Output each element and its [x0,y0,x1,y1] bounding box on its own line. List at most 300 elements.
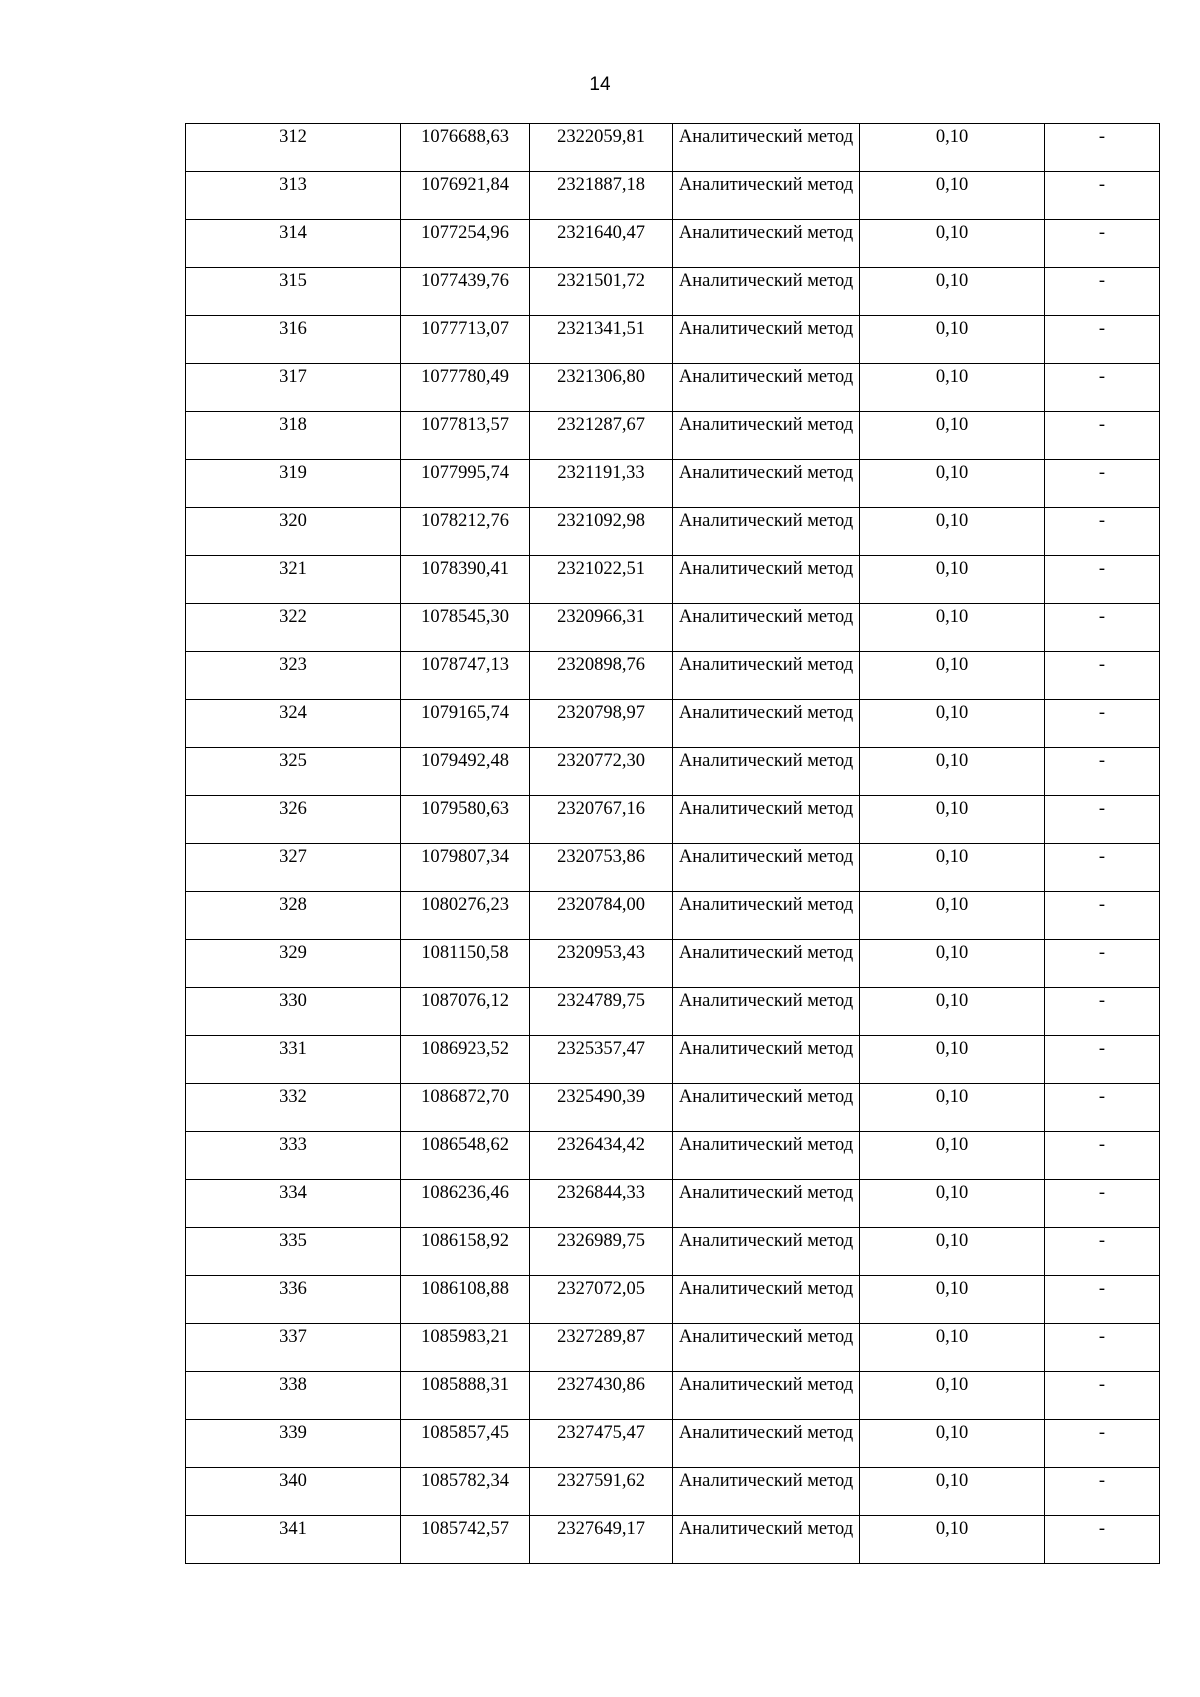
x-coordinate-text: 1081150,58 [421,943,509,963]
y-coordinate-cell [530,412,673,460]
x-coordinate-cell [401,364,530,412]
point-number-text: 322 [279,607,307,627]
method-text: Аналитический метод [678,127,854,147]
y-coordinate-cell [530,1084,673,1132]
x-coordinate-text: 1077780,49 [421,367,509,387]
accuracy-cell [860,460,1045,508]
y-coordinate-text: 2325357,47 [557,1039,645,1059]
accuracy-text: 0,10 [935,1135,969,1155]
method-text: Аналитический метод [678,703,854,723]
coordinates-table [185,123,1160,1564]
y-coordinate-text: 2320772,30 [557,751,645,771]
y-coordinate-text: 2327649,17 [557,1519,645,1539]
point-number-cell [186,1468,401,1516]
accuracy-text: 0,10 [935,511,969,531]
accuracy-text: 0,10 [935,655,969,675]
note-text: - [1098,1135,1106,1155]
method-text: Аналитический метод [678,1423,854,1443]
x-coordinate-text: 1085742,57 [421,1519,509,1539]
accuracy-text: 0,10 [935,127,969,147]
accuracy-cell [860,1228,1045,1276]
method-text: Аналитический метод [678,1087,854,1107]
accuracy-text: 0,10 [935,415,969,435]
y-coordinate-cell [530,1276,673,1324]
y-coordinate-cell [530,1420,673,1468]
method-cell [673,1516,860,1564]
x-coordinate-text: 1077813,57 [421,415,509,435]
x-coordinate-text: 1078212,76 [421,511,509,531]
method-text: Аналитический метод [678,1279,854,1299]
method-text: Аналитический метод [678,559,854,579]
point-number-cell [186,844,401,892]
point-number-cell [186,1180,401,1228]
x-coordinate-cell [401,556,530,604]
point-number-cell [186,940,401,988]
point-number-cell [186,1084,401,1132]
table-row [186,1420,1160,1468]
accuracy-text: 0,10 [935,1279,969,1299]
note-cell [1045,316,1160,364]
method-cell [673,796,860,844]
accuracy-text: 0,10 [935,607,969,627]
y-coordinate-text: 2321341,51 [557,319,645,339]
x-coordinate-text: 1086872,70 [421,1087,509,1107]
accuracy-text: 0,10 [935,991,969,1011]
method-text: Аналитический метод [678,847,854,867]
x-coordinate-cell [401,268,530,316]
table-row [186,940,1160,988]
x-coordinate-cell [401,844,530,892]
note-cell [1045,1468,1160,1516]
point-number-text: 326 [279,799,307,819]
x-coordinate-text: 1077713,07 [421,319,509,339]
note-cell [1045,1132,1160,1180]
method-cell [673,1276,860,1324]
x-coordinate-cell [401,700,530,748]
table-row [186,700,1160,748]
table-row [186,364,1160,412]
method-text: Аналитический метод [678,1471,854,1491]
point-number-cell [186,748,401,796]
point-number-text: 334 [279,1183,307,1203]
point-number-text: 327 [279,847,307,867]
y-coordinate-text: 2321287,67 [557,415,645,435]
accuracy-cell [860,1372,1045,1420]
method-cell [673,1420,860,1468]
note-cell [1045,172,1160,220]
note-cell [1045,1372,1160,1420]
table-row [186,1516,1160,1564]
note-text: - [1098,607,1106,627]
accuracy-cell [860,748,1045,796]
x-coordinate-text: 1078747,13 [421,655,509,675]
x-coordinate-text: 1079580,63 [421,799,509,819]
point-number-text: 338 [279,1375,307,1395]
note-text: - [1098,367,1106,387]
note-cell [1045,940,1160,988]
x-coordinate-text: 1078390,41 [421,559,509,579]
note-cell [1045,700,1160,748]
point-number-text: 337 [279,1327,307,1347]
y-coordinate-text: 2327591,62 [557,1471,645,1491]
accuracy-text: 0,10 [935,1423,969,1443]
point-number-cell [186,1516,401,1564]
note-text: - [1098,1279,1106,1299]
accuracy-text: 0,10 [935,1519,969,1539]
y-coordinate-cell [530,1468,673,1516]
y-coordinate-cell [530,844,673,892]
x-coordinate-cell [401,1276,530,1324]
point-number-cell [186,892,401,940]
method-cell [673,220,860,268]
note-cell [1045,1276,1160,1324]
table-row [186,988,1160,1036]
x-coordinate-text: 1077995,74 [421,463,509,483]
note-text: - [1098,991,1106,1011]
y-coordinate-cell [530,1324,673,1372]
method-text: Аналитический метод [678,655,854,675]
accuracy-text: 0,10 [935,703,969,723]
point-number-text: 325 [279,751,307,771]
note-cell [1045,412,1160,460]
x-coordinate-cell [401,1324,530,1372]
table-row [186,172,1160,220]
point-number-cell [186,1420,401,1468]
x-coordinate-text: 1077254,96 [421,223,509,243]
x-coordinate-cell [401,940,530,988]
table-row [186,796,1160,844]
method-cell [673,1084,860,1132]
accuracy-text: 0,10 [935,895,969,915]
note-text: - [1098,223,1106,243]
method-cell [673,1468,860,1516]
point-number-text: 323 [279,655,307,675]
x-coordinate-cell [401,460,530,508]
note-cell [1045,364,1160,412]
note-cell [1045,748,1160,796]
point-number-text: 314 [279,223,307,243]
point-number-cell [186,460,401,508]
point-number-text: 328 [279,895,307,915]
x-coordinate-cell [401,988,530,1036]
point-number-text: 312 [279,127,307,147]
y-coordinate-cell [530,220,673,268]
method-text: Аналитический метод [678,1135,854,1155]
accuracy-cell [860,316,1045,364]
method-text: Аналитический метод [678,175,854,195]
point-number-cell [186,988,401,1036]
point-number-cell [186,508,401,556]
x-coordinate-text: 1087076,12 [421,991,509,1011]
method-text: Аналитический метод [678,511,854,531]
y-coordinate-text: 2322059,81 [557,127,645,147]
x-coordinate-cell [401,220,530,268]
note-cell [1045,1036,1160,1084]
method-cell [673,316,860,364]
method-cell [673,1132,860,1180]
method-cell [673,172,860,220]
accuracy-cell [860,604,1045,652]
point-number-text: 335 [279,1231,307,1251]
note-cell [1045,220,1160,268]
note-cell [1045,508,1160,556]
accuracy-cell [860,508,1045,556]
method-cell [673,124,860,172]
note-text: - [1098,847,1106,867]
x-coordinate-text: 1085782,34 [421,1471,509,1491]
y-coordinate-cell [530,268,673,316]
note-text: - [1098,751,1106,771]
point-number-text: 318 [279,415,307,435]
x-coordinate-cell [401,1468,530,1516]
method-text: Аналитический метод [678,415,854,435]
accuracy-text: 0,10 [935,559,969,579]
y-coordinate-cell [530,1516,673,1564]
table-row [186,748,1160,796]
point-number-cell [186,316,401,364]
method-cell [673,268,860,316]
x-coordinate-cell [401,652,530,700]
note-text: - [1098,655,1106,675]
table-row [186,220,1160,268]
y-coordinate-text: 2320798,97 [557,703,645,723]
method-cell [673,1180,860,1228]
table-row [186,316,1160,364]
x-coordinate-cell [401,1516,530,1564]
point-number-cell [186,556,401,604]
accuracy-text: 0,10 [935,367,969,387]
note-text: - [1098,511,1106,531]
method-cell [673,988,860,1036]
y-coordinate-text: 2320784,00 [557,895,645,915]
y-coordinate-cell [530,604,673,652]
method-cell [673,1036,860,1084]
note-cell [1045,1516,1160,1564]
y-coordinate-cell [530,988,673,1036]
y-coordinate-text: 2321640,47 [557,223,645,243]
x-coordinate-text: 1076921,84 [421,175,509,195]
point-number-cell [186,604,401,652]
x-coordinate-text: 1085857,45 [421,1423,509,1443]
page-number: 14 [589,74,611,95]
y-coordinate-text: 2327430,86 [557,1375,645,1395]
y-coordinate-text: 2320953,43 [557,943,645,963]
note-text: - [1098,799,1106,819]
table-row [186,892,1160,940]
y-coordinate-cell [530,172,673,220]
accuracy-text: 0,10 [935,463,969,483]
method-cell [673,460,860,508]
y-coordinate-text: 2321191,33 [557,463,645,483]
accuracy-text: 0,10 [935,175,969,195]
point-number-text: 317 [279,367,307,387]
method-text: Аналитический метод [678,367,854,387]
point-number-text: 324 [279,703,307,723]
x-coordinate-cell [401,1036,530,1084]
accuracy-cell [860,268,1045,316]
y-coordinate-text: 2324789,75 [557,991,645,1011]
table-row [186,1228,1160,1276]
note-text: - [1098,559,1106,579]
point-number-cell [186,1276,401,1324]
method-text: Аналитический метод [678,1039,854,1059]
accuracy-text: 0,10 [935,223,969,243]
accuracy-cell [860,940,1045,988]
note-text: - [1098,1039,1106,1059]
accuracy-cell [860,700,1045,748]
y-coordinate-cell [530,124,673,172]
method-cell [673,1372,860,1420]
y-coordinate-cell [530,748,673,796]
point-number-cell [186,124,401,172]
method-text: Аналитический метод [678,607,854,627]
point-number-cell [186,1324,401,1372]
y-coordinate-text: 2321022,51 [557,559,645,579]
note-text: - [1098,895,1106,915]
table-row [186,268,1160,316]
y-coordinate-cell [530,652,673,700]
accuracy-text: 0,10 [935,1327,969,1347]
method-text: Аналитический метод [678,991,854,1011]
table-row [186,460,1160,508]
y-coordinate-cell [530,700,673,748]
method-cell [673,940,860,988]
note-text: - [1098,319,1106,339]
table-row [186,1324,1160,1372]
table-row [186,1372,1160,1420]
y-coordinate-text: 2321092,98 [557,511,645,531]
accuracy-cell [860,412,1045,460]
method-cell [673,412,860,460]
note-cell [1045,604,1160,652]
x-coordinate-cell [401,796,530,844]
note-cell [1045,844,1160,892]
note-text: - [1098,271,1106,291]
point-number-text: 321 [279,559,307,579]
x-coordinate-text: 1085888,31 [421,1375,509,1395]
y-coordinate-text: 2320966,31 [557,607,645,627]
point-number-cell [186,412,401,460]
accuracy-cell [860,556,1045,604]
method-cell [673,844,860,892]
accuracy-text: 0,10 [935,799,969,819]
table-row [186,1180,1160,1228]
method-cell [673,1324,860,1372]
accuracy-cell [860,652,1045,700]
accuracy-text: 0,10 [935,751,969,771]
table-row [186,556,1160,604]
accuracy-text: 0,10 [935,319,969,339]
y-coordinate-cell [530,364,673,412]
x-coordinate-text: 1085983,21 [421,1327,509,1347]
note-cell [1045,1084,1160,1132]
method-text: Аналитический метод [678,319,854,339]
x-coordinate-cell [401,508,530,556]
y-coordinate-text: 2321501,72 [557,271,645,291]
note-text: - [1098,943,1106,963]
y-coordinate-text: 2327072,05 [557,1279,645,1299]
note-cell [1045,124,1160,172]
table-row [186,1468,1160,1516]
method-text: Аналитический метод [678,1183,854,1203]
method-text: Аналитический метод [678,1375,854,1395]
accuracy-cell [860,1468,1045,1516]
y-coordinate-cell [530,1180,673,1228]
note-cell [1045,1420,1160,1468]
method-cell [673,556,860,604]
point-number-cell [186,700,401,748]
point-number-text: 320 [279,511,307,531]
point-number-cell [186,220,401,268]
method-cell [673,364,860,412]
accuracy-cell [860,1420,1045,1468]
note-text: - [1098,1423,1106,1443]
point-number-cell [186,1036,401,1084]
y-coordinate-text: 2325490,39 [557,1087,645,1107]
method-text: Аналитический метод [678,1327,854,1347]
accuracy-cell [860,1516,1045,1564]
y-coordinate-text: 2327289,87 [557,1327,645,1347]
accuracy-cell [860,1084,1045,1132]
method-cell [673,604,860,652]
note-text: - [1098,1087,1106,1107]
method-text: Аналитический метод [678,751,854,771]
y-coordinate-cell [530,1036,673,1084]
method-cell [673,1228,860,1276]
note-cell [1045,652,1160,700]
point-number-text: 315 [279,271,307,291]
note-text: - [1098,415,1106,435]
accuracy-text: 0,10 [935,943,969,963]
coordinates-table-body [186,124,1160,1564]
note-text: - [1098,175,1106,195]
accuracy-cell [860,796,1045,844]
x-coordinate-text: 1086236,46 [421,1183,509,1203]
y-coordinate-cell [530,556,673,604]
point-number-text: 313 [279,175,307,195]
y-coordinate-cell [530,796,673,844]
note-text: - [1098,1183,1106,1203]
accuracy-cell [860,1180,1045,1228]
point-number-cell [186,364,401,412]
point-number-text: 341 [279,1519,307,1539]
x-coordinate-cell [401,604,530,652]
method-cell [673,892,860,940]
note-cell [1045,796,1160,844]
point-number-text: 340 [279,1471,307,1491]
x-coordinate-cell [401,316,530,364]
x-coordinate-cell [401,748,530,796]
x-coordinate-cell [401,412,530,460]
x-coordinate-text: 1086108,88 [421,1279,509,1299]
table-row [186,604,1160,652]
point-number-cell [186,1372,401,1420]
y-coordinate-text: 2327475,47 [557,1423,645,1443]
x-coordinate-cell [401,1228,530,1276]
table-row [186,1276,1160,1324]
method-text: Аналитический метод [678,463,854,483]
point-number-text: 339 [279,1423,307,1443]
point-number-cell [186,172,401,220]
accuracy-cell [860,1324,1045,1372]
x-coordinate-text: 1076688,63 [421,127,509,147]
note-text: - [1098,1231,1106,1251]
point-number-text: 333 [279,1135,307,1155]
x-coordinate-cell [401,172,530,220]
accuracy-text: 0,10 [935,271,969,291]
accuracy-text: 0,10 [935,1087,969,1107]
accuracy-text: 0,10 [935,1375,969,1395]
